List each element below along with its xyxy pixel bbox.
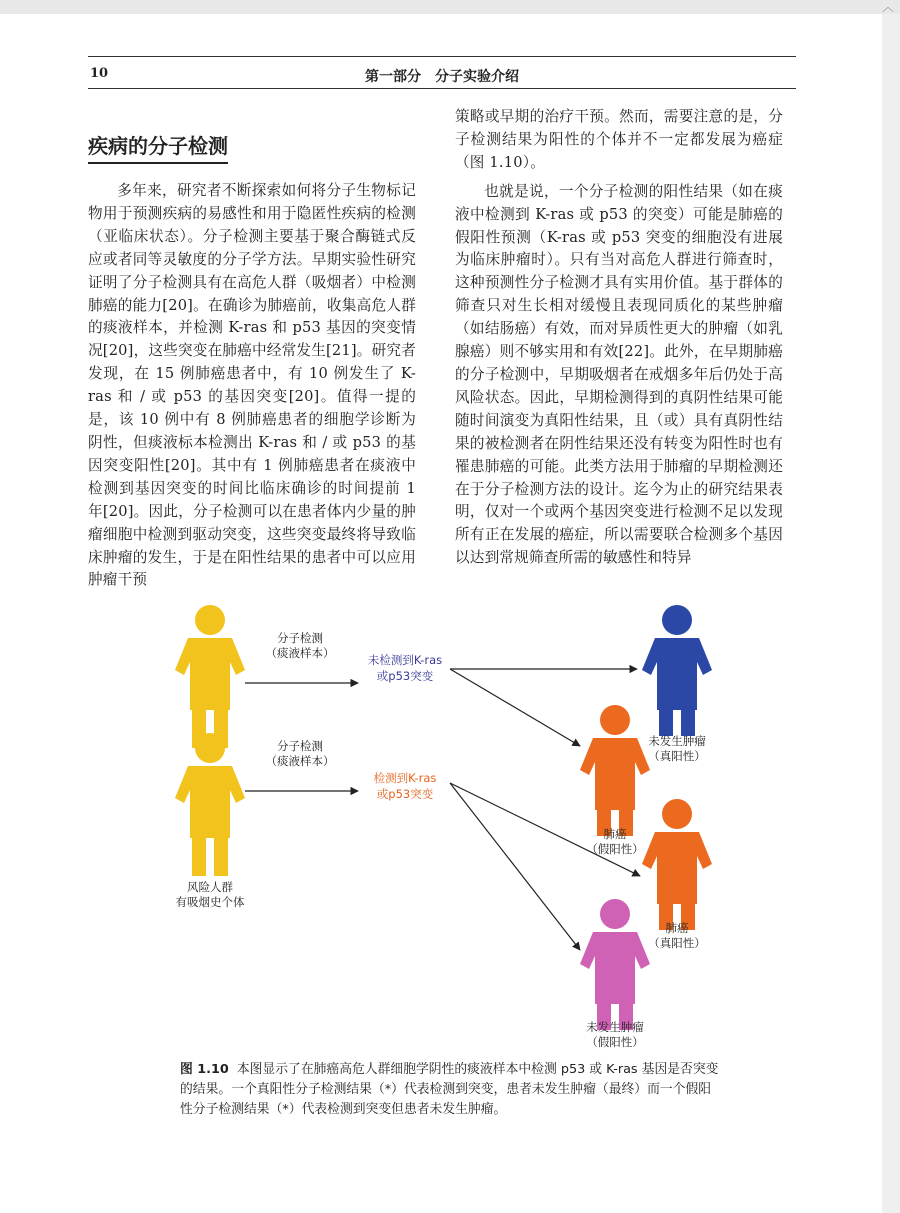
caption-label: 图 1.10 xyxy=(180,1062,229,1077)
paragraph: 多年来，研究者不断探索如何将分子生物标记物用于预测疾病的易感性和用于隐匿性疾病的检测（亚临床状态）。分子检测主要基于聚合酶链式反应或者同等灵敏度的分子学方法。早期实验性研究证明了分子检测具有在高危人群（吸烟者）中检测肺癌的能力[20]。在确诊为肺癌前，收集高危人群的痰液样本，并检测 K-ras 和 p53 基因的突变情况[20]，这些突变在肺癌中经常发生[21]。研究者发现，在 15 例肺癌患者中，有 10 例发生了 K-ras 和 / 或 p53 的基因突变[20]。值得一提的是，该 10 例中有 8 例肺癌患者的细胞学诊断为阴性，但痰液标本检测出 K-ras 和 / 或 p53 的基因突变阳性[20]。其中有 1 例肺癌患者在痰液中检测到基因突变的时间比临床确诊的时间提前 1 年[20]。因此，分子检测可以在患者体内少量的肿瘤细胞中检测到驱动突变，这些突变最终将导致临床肿瘤的发生，于是在阳性结果的患者中可以应用肿瘤干预 xyxy=(88,182,416,589)
arrow-to-orange-1 xyxy=(450,669,580,746)
test-label: （痰液样本） xyxy=(265,646,335,660)
outcome-orange-1-label: （假阳性） xyxy=(586,842,644,856)
outcome-pink-label: 未发生肿瘤 xyxy=(586,1020,644,1034)
outcome-blue-label: （真阳性） xyxy=(648,749,706,763)
source-label: 风险人群 xyxy=(187,880,233,894)
paragraph: 策略或早期的治疗干预。然而，需要注意的是，分子检测结果为阳性的个体并不一定都发展为癌症（图 1.10）。 xyxy=(455,108,783,171)
source-label: 有吸烟史个体 xyxy=(175,895,245,909)
section-title: 疾病的分子检测 xyxy=(88,130,228,164)
test-label: 分子检测 xyxy=(277,739,323,753)
blue-person-figure xyxy=(642,605,712,736)
figure-1-10-diagram xyxy=(150,598,750,1048)
right-text-column xyxy=(455,106,783,570)
header-bottom-rule xyxy=(88,88,796,89)
viewer-top-bar xyxy=(0,0,900,14)
negative-result-label: 未检测到K-ras xyxy=(367,653,443,667)
negative-result-label: 或p53突变 xyxy=(376,669,434,683)
test-label: 分子检测 xyxy=(277,631,323,645)
at-risk-person-figure xyxy=(175,733,245,876)
caption-text: 本图显示了在肺癌高危人群细胞学阴性的痰液样本中检测 p53 或 K-ras 基因是否突变的结果。一个真阳性分子检测结果（*）代表检测到突变，患者未发生肿瘤（最终）而一个假阳性分子检测结果（*）代表检测到突变但患者未发生肿瘤。 xyxy=(180,1062,719,1117)
test-label: （痰液样本） xyxy=(265,754,335,768)
header-top-rule xyxy=(88,56,796,57)
outcome-orange-2-label: （真阳性） xyxy=(648,936,706,950)
positive-result-label: 检测到K-ras xyxy=(373,771,437,785)
paragraph: 也就是说，一个分子检测的阳性结果（如在痰液中检测到 K-ras 或 p53 的突变）可能是肺癌的假阳性预测（K-ras 或 p53 突变的细胞没有进展为临床肿瘤时）。只有当对高危人群进行筛查时，这种预测性分子检测才具有实用价值。基于群体的筛查只对生长相对缓慢且表现同质化的某些肿瘤（如结肠癌）有效，而对异质性更大的肿瘤（如乳腺癌）则不够实用和有效[22]。此外，在早期肺癌的分子检测中，早期吸烟者在戒烟多年后仍处于高风险状态。因此，早期检测得到的真阴性结果可能随时间演变为真阳性结果，且（或）具有真阴性结果的被检测者在阴性结果还没有转变为阳性时也有罹患肺癌的可能。此类方法用于肺瘤的早期检测还在于分子检测方法的设计。迄今为止的研究结果表明，仅对一个或两个基因突变进行检测不足以发现所有正在发展的癌症，所以需要联合检测多个基因以达到常规筛查所需的敏感性和特异 xyxy=(455,182,783,567)
at-risk-person-figure xyxy=(175,605,245,748)
orange-person-figure-2 xyxy=(642,799,712,930)
outcome-pink-label: （假阳性） xyxy=(586,1035,644,1048)
running-head: 第一部分 分子实验介绍 xyxy=(365,69,519,85)
outcome-blue-label: 未发生肿瘤 xyxy=(648,734,706,748)
figure-caption xyxy=(180,1060,720,1120)
outcome-orange-1-label: 肺癌 xyxy=(603,827,627,841)
chevron-up-icon[interactable]: ︿ xyxy=(881,0,894,14)
page-number: 10 xyxy=(90,66,109,81)
outcome-orange-2-label: 肺癌 xyxy=(665,921,689,935)
arrow-to-pink xyxy=(450,783,580,950)
positive-result-label: 或p53突变 xyxy=(376,787,434,801)
orange-person-figure xyxy=(580,705,650,836)
viewer-side-panel xyxy=(882,14,900,1213)
pink-person-figure xyxy=(580,899,650,1030)
left-text-column xyxy=(88,180,416,592)
